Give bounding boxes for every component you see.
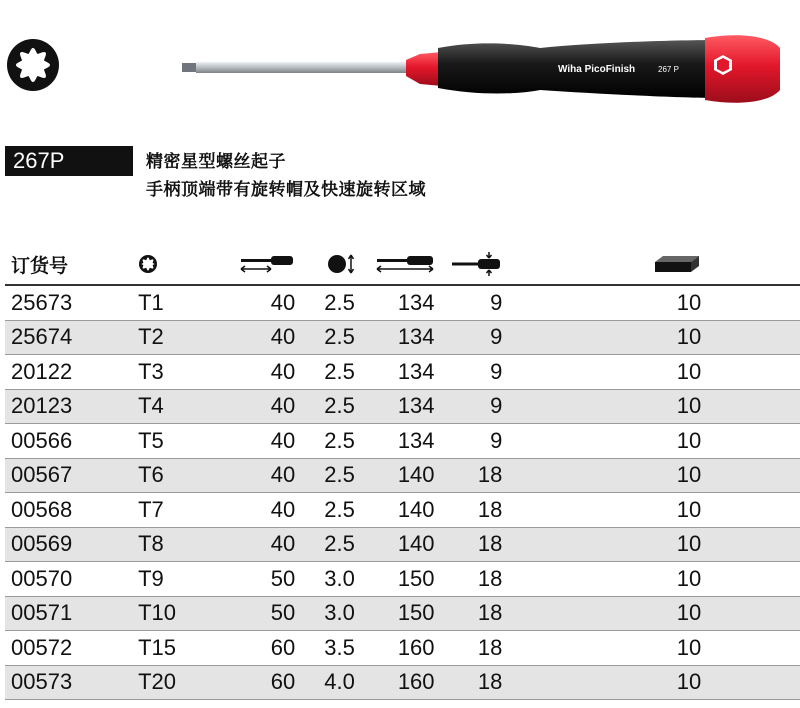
order-number-header: 订货号 bbox=[5, 244, 138, 285]
tip-diameter-cell: 2.5 bbox=[295, 285, 355, 320]
handle-brand-label: Wiha PicoFinish bbox=[558, 64, 636, 75]
handle-diameter-cell: 9 bbox=[435, 424, 503, 459]
torx-size-header bbox=[138, 244, 208, 285]
packaging-unit-cell: 10 bbox=[502, 320, 701, 355]
torx-size-cell: T15 bbox=[138, 631, 208, 666]
packaging-unit-cell: 10 bbox=[502, 458, 701, 493]
torx-size-cell: T2 bbox=[138, 320, 208, 355]
tip-diameter-cell: 3.5 bbox=[295, 631, 355, 666]
packaging-unit-cell: 10 bbox=[502, 631, 701, 666]
packaging-unit-cell: 10 bbox=[502, 424, 701, 459]
tip-diameter-cell: 3.0 bbox=[295, 562, 355, 597]
order-number-cell: 00567 bbox=[5, 458, 138, 493]
blade-length-cell: 40 bbox=[208, 527, 296, 562]
blade-length-cell: 40 bbox=[208, 424, 296, 459]
overall-length-cell: 140 bbox=[355, 458, 435, 493]
handle-model-label: 267 P bbox=[658, 65, 679, 74]
order-number-cell: 00568 bbox=[5, 493, 138, 528]
product-title: 精密星型螺丝起子 bbox=[146, 152, 286, 172]
tip-diameter-cell: 2.5 bbox=[295, 389, 355, 424]
spec-table bbox=[5, 244, 800, 700]
tip-diameter-cell: 2.5 bbox=[295, 320, 355, 355]
table-row bbox=[5, 355, 800, 390]
handle-diameter-cell: 18 bbox=[435, 458, 503, 493]
torx-size-cell: T6 bbox=[138, 458, 208, 493]
packaging-unit-icon bbox=[653, 254, 701, 274]
table-row bbox=[5, 458, 800, 493]
overall-length-cell: 160 bbox=[355, 631, 435, 666]
blade-length-cell: 40 bbox=[208, 355, 296, 390]
handle-diameter-cell: 18 bbox=[435, 665, 503, 700]
packaging-unit-cell: 10 bbox=[502, 285, 701, 320]
tip-diameter-cell: 3.0 bbox=[295, 596, 355, 631]
handle-diameter-cell: 18 bbox=[435, 562, 503, 597]
overall-length-cell: 134 bbox=[355, 389, 435, 424]
torx-size-cell: T7 bbox=[138, 493, 208, 528]
overall-length-cell: 134 bbox=[355, 285, 435, 320]
handle-diameter-cell: 9 bbox=[435, 320, 503, 355]
blade-length-cell: 40 bbox=[208, 493, 296, 528]
overall-length-cell: 160 bbox=[355, 665, 435, 700]
blade-length-cell: 60 bbox=[208, 665, 296, 700]
torx-size-cell: T4 bbox=[138, 389, 208, 424]
table-row bbox=[5, 320, 800, 355]
order-number-cell: 00569 bbox=[5, 527, 138, 562]
handle-diameter-icon bbox=[450, 252, 502, 276]
table-row bbox=[5, 389, 800, 424]
handle-diameter-cell: 18 bbox=[435, 596, 503, 631]
handle-diameter-cell: 18 bbox=[435, 527, 503, 562]
handle-diameter-header bbox=[435, 244, 503, 285]
blade-length-cell: 40 bbox=[208, 320, 296, 355]
order-number-cell: 25674 bbox=[5, 320, 138, 355]
handle-diameter-cell: 18 bbox=[435, 493, 503, 528]
order-number-cell: 00572 bbox=[5, 631, 138, 666]
handle-diameter-cell: 9 bbox=[435, 389, 503, 424]
table-row bbox=[5, 596, 800, 631]
overall-length-icon bbox=[375, 254, 435, 274]
overall-length-cell: 150 bbox=[355, 596, 435, 631]
torx-size-icon bbox=[138, 254, 158, 274]
torx-size-cell: T1 bbox=[138, 285, 208, 320]
blade-length-cell: 40 bbox=[208, 458, 296, 493]
table-row bbox=[5, 562, 800, 597]
table-row bbox=[5, 493, 800, 528]
overall-length-cell: 140 bbox=[355, 527, 435, 562]
torx-size-cell: T10 bbox=[138, 596, 208, 631]
table-row bbox=[5, 527, 800, 562]
overall-length-header bbox=[355, 244, 435, 285]
table-row bbox=[5, 665, 800, 700]
packaging-unit-cell: 10 bbox=[502, 562, 701, 597]
handle-diameter-cell: 9 bbox=[435, 355, 503, 390]
order-number-cell: 20122 bbox=[5, 355, 138, 390]
tip-diameter-cell: 2.5 bbox=[295, 458, 355, 493]
overall-length-cell: 140 bbox=[355, 493, 435, 528]
tip-diameter-cell: 2.5 bbox=[295, 355, 355, 390]
table-header-row bbox=[5, 244, 800, 285]
order-number-cell: 00570 bbox=[5, 562, 138, 597]
overall-length-cell: 134 bbox=[355, 320, 435, 355]
tip-diameter-cell: 2.5 bbox=[295, 527, 355, 562]
blade-length-cell: 50 bbox=[208, 596, 296, 631]
tip-diameter-icon bbox=[327, 253, 355, 275]
tip-diameter-cell: 2.5 bbox=[295, 493, 355, 528]
torx-badge-icon bbox=[6, 38, 60, 92]
order-number-cell: 00566 bbox=[5, 424, 138, 459]
blade-length-icon bbox=[239, 254, 295, 274]
overall-length-cell: 134 bbox=[355, 424, 435, 459]
torx-size-cell: T3 bbox=[138, 355, 208, 390]
packaging-unit-cell: 10 bbox=[502, 665, 701, 700]
tip-diameter-header bbox=[295, 244, 355, 285]
handle-diameter-cell: 18 bbox=[435, 631, 503, 666]
order-number-cell: 25673 bbox=[5, 285, 138, 320]
packaging-unit-cell: 10 bbox=[502, 389, 701, 424]
blade-length-cell: 60 bbox=[208, 631, 296, 666]
screwdriver-image bbox=[180, 30, 785, 110]
product-subtitle: 手柄顶端带有旋转帽及快速旋转区域 bbox=[146, 180, 426, 200]
overall-length-cell: 150 bbox=[355, 562, 435, 597]
model-number-label: 267P bbox=[5, 146, 133, 176]
torx-size-cell: T8 bbox=[138, 527, 208, 562]
table-row bbox=[5, 424, 800, 459]
packaging-unit-cell: 10 bbox=[502, 596, 701, 631]
torx-size-cell: T5 bbox=[138, 424, 208, 459]
packaging-unit-cell: 10 bbox=[502, 493, 701, 528]
blade-length-cell: 40 bbox=[208, 389, 296, 424]
handle-diameter-cell: 9 bbox=[435, 285, 503, 320]
order-number-cell: 20123 bbox=[5, 389, 138, 424]
packaging-unit-cell: 10 bbox=[502, 355, 701, 390]
tip-diameter-cell: 2.5 bbox=[295, 424, 355, 459]
order-number-cell: 00571 bbox=[5, 596, 138, 631]
order-number-cell: 00573 bbox=[5, 665, 138, 700]
table-row bbox=[5, 285, 800, 320]
table-row bbox=[5, 631, 800, 666]
packaging-unit-cell: 10 bbox=[502, 527, 701, 562]
torx-size-cell: T9 bbox=[138, 562, 208, 597]
tip-diameter-cell: 4.0 bbox=[295, 665, 355, 700]
blade-length-cell: 40 bbox=[208, 285, 296, 320]
torx-size-cell: T20 bbox=[138, 665, 208, 700]
blade-length-header bbox=[208, 244, 296, 285]
packaging-unit-header bbox=[502, 244, 701, 285]
blade-length-cell: 50 bbox=[208, 562, 296, 597]
overall-length-cell: 134 bbox=[355, 355, 435, 390]
